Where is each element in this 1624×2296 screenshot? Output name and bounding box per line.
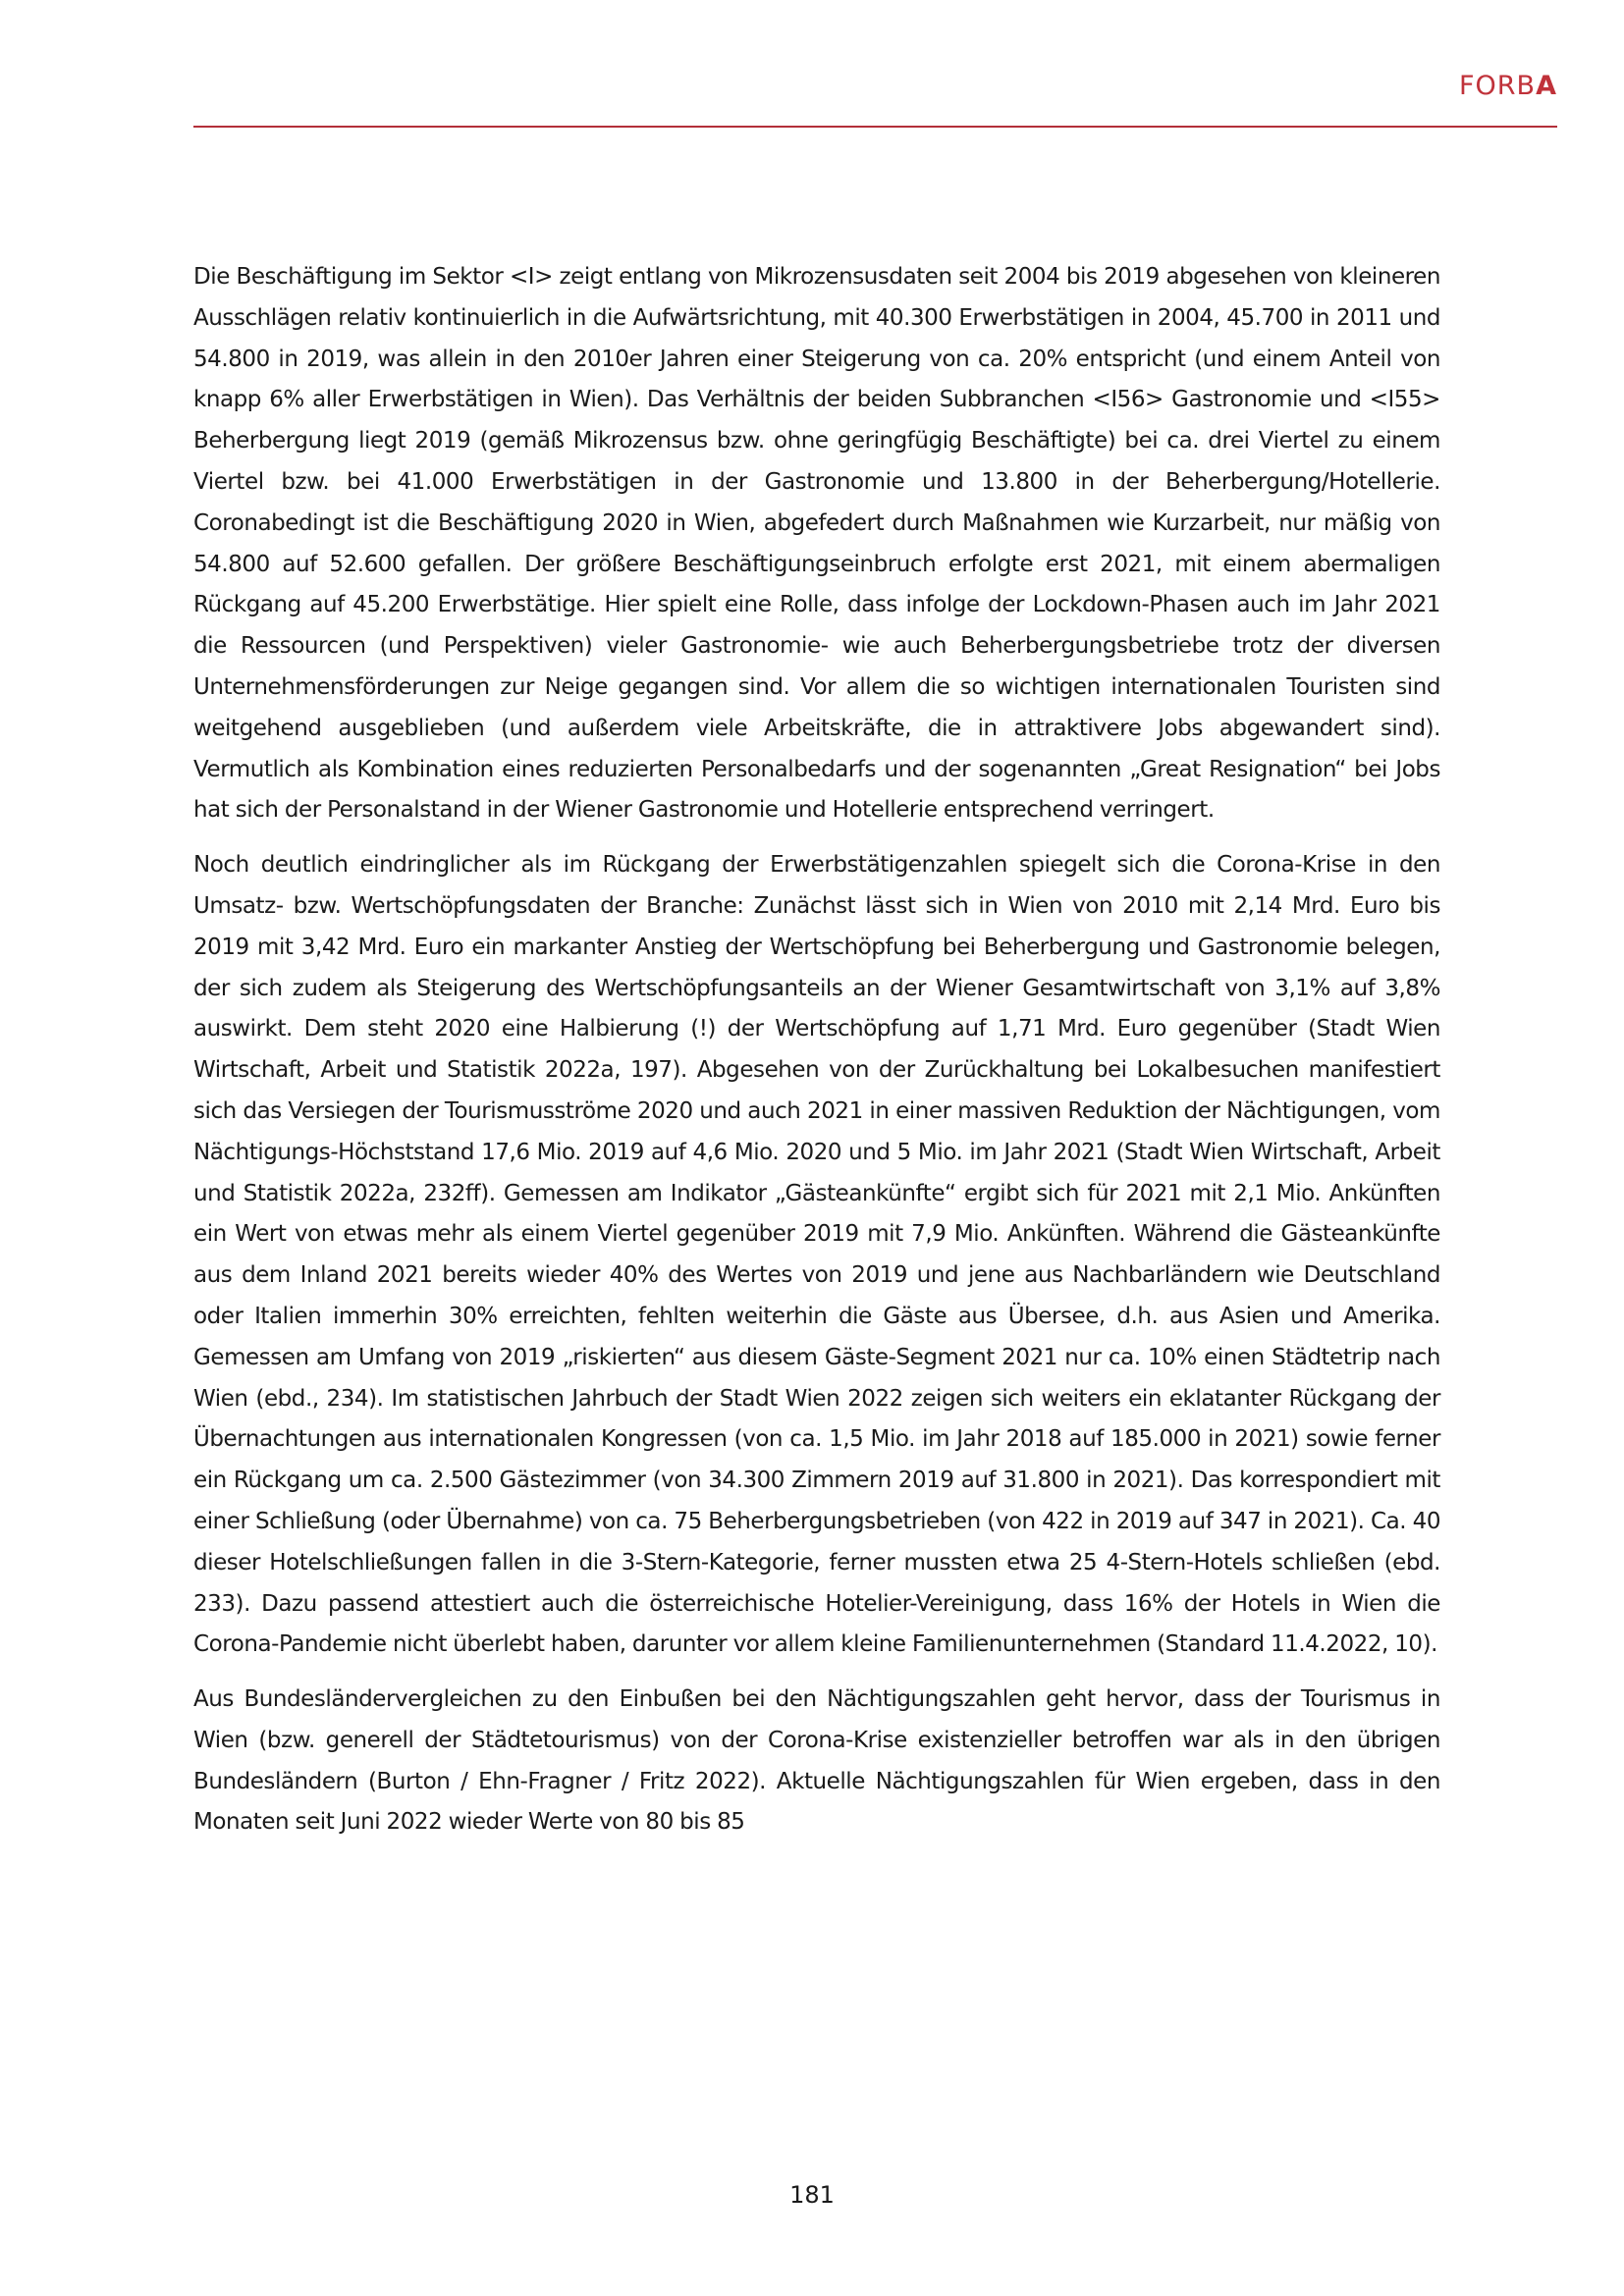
logo-text-bold: A	[1536, 71, 1557, 101]
logo-text-light: FORB	[1459, 71, 1537, 101]
paragraph-1: Die Beschäftigung im Sektor <I> zeigt entlang von Mikrozensusdaten seit 2004 bis 2019 abgesehen von kleineren Ausschlägen relativ kontinuierlich in die Aufwärtsrichtung, mit 40.300 Erwerbstätigen in 2004, 45.700 in 2011 und 54.800 in 2019, was allein in den 2010er Jahren einer Steigerung von ca. 20% entspricht (und einem Anteil von knapp 6% aller Erwerbstätigen in Wien). Das Verhältnis der beiden Subbranchen <I56> Gastronomie und <I55> Beherbergung liegt 2019 (gemäß Mikrozensus bzw. ohne geringfügig Beschäftigte) bei ca. drei Viertel zu einem Viertel bzw. bei 41.000 Erwerbstätigen in der Gastronomie und 13.800 in der Beherbergung/Hotellerie. Coronabedingt ist die Beschäftigung 2020 in Wien, abgefedert durch Maßnahmen wie Kurzarbeit, nur mäßig von 54.800 auf 52.600 gefallen. Der größere Beschäftigungseinbruch erfolgte erst 2021, mit einem abermaligen Rückgang auf 45.200 Erwerbstätige. Hier spielt eine Rolle, dass infolge der Lockdown-Phasen auch im Jahr 2021 die Ressourcen (und Perspektiven) vieler Gastronomie- wie auch Beherbergungsbetriebe trotz der diversen Unternehmensförderungen zur Neige gegangen sind. Vor allem die so wichtigen internationalen Touristen sind weitgehend ausgeblieben (und außerdem viele Arbeitskräfte, die in attraktivere Jobs abgewandert sind). Vermutlich als Kombination eines reduzierten Personalbedarfs und der sogenannten „Great Resignation“ bei Jobs hat sich der Personalstand in der Wiener Gastronomie und Hotellerie entsprechend verringert.	[193, 264, 1440, 824]
paragraph-3: Aus Bundesländervergleichen zu den Einbußen bei den Nächtigungszahlen geht hervor, dass der Tourismus in Wien (bzw. generell der Städtetourismus) von der Corona-Krise existenzieller betroffen war als in den übrigen Bundesländern (Burton / Ehn-Fragner / Fritz 2022). Aktuelle Nächtigungszahlen für Wien ergeben, dass in den Monaten seit Juni 2022 wieder Werte von 80 bis 85	[193, 1686, 1440, 1836]
page-number: 181	[789, 2181, 835, 2209]
paragraph-2: Noch deutlich eindringlicher als im Rückgang der Erwerbstätigenzahlen spiegelt sich die Corona-Krise in den Umsatz- bzw. Wertschöpfungsdaten der Branche: Zunächst lässt sich in Wien von 2010 mit 2,14 Mrd. Euro bis 2019 mit 3,42 Mrd. Euro ein markanter Anstieg der Wertschöpfung bei Beherbergung und Gastronomie belegen, der sich zudem als Steigerung des Wertschöpfungsanteils an der Wiener Gesamtwirtschaft von 3,1% auf 3,8% auswirkt. Dem steht 2020 eine Halbierung (!) der Wertschöpfung auf 1,71 Mrd. Euro gegenüber (Stadt Wien Wirtschaft, Arbeit und Statistik 2022a, 197). Abgesehen von der Zurückhaltung bei Lokalbesuchen manifestiert sich das Versiegen der Tourismusströme 2020 und auch 2021 in einer massiven Reduktion der Nächtigungen, vom Nächtigungs-Höchststand 17,6 Mio. 2019 auf 4,6 Mio. 2020 und 5 Mio. im Jahr 2021 (Stadt Wien Wirtschaft, Arbeit und Statistik 2022a, 232ff). Gemessen am Indikator „Gästeankünfte“ ergibt sich für 2021 mit 2,1 Mio. Ankünften ein Wert von etwas mehr als einem Viertel gegenüber 2019 mit 7,9 Mio. Ankünften. Während die Gästeankünfte aus dem Inland 2021 bereits wieder 40% des Wertes von 2019 und jene aus Nachbarländern wie Deutschland oder Italien immerhin 30% erreichten, fehlten weiterhin die Gäste aus Übersee, d.h. aus Asien und Amerika. Gemessen am Umfang von 2019 „riskierten“ aus diesem Gäste-Segment 2021 nur ca. 10% einen Städtetrip nach Wien (ebd., 234). Im statistischen Jahrbuch der Stadt Wien 2022 zeigen sich weiters ein eklatanter Rückgang der Übernachtungen aus internationalen Kongressen (von ca. 1,5 Mio. im Jahr 2018 auf 185.000 in 2021) sowie ferner ein Rückgang um ca. 2.500 Gästezimmer (von 34.300 Zimmern 2019 auf 31.800 in 2021). Das korrespondiert mit einer Schließung (oder Übernahme) von ca. 75 Beherbergungsbetrieben (von 422 in 2019 auf 347 in 2021). Ca. 40 dieser Hotelschließungen fallen in die 3-Stern-Kategorie, ferner mussten etwa 25 4-Stern-Hotels schließen (ebd. 233). Dazu passend attestiert auch die österreichische Hotelier-Vereinigung, dass 16% der Hotels in Wien die Corona-Pandemie nicht überlebt haben, darunter vor allem kleine Familienunternehmen (Standard 11.4.2022, 10).	[193, 852, 1440, 1658]
header-divider	[193, 126, 1557, 128]
forba-logo	[1459, 73, 1557, 99]
body-text	[193, 257, 1440, 1857]
